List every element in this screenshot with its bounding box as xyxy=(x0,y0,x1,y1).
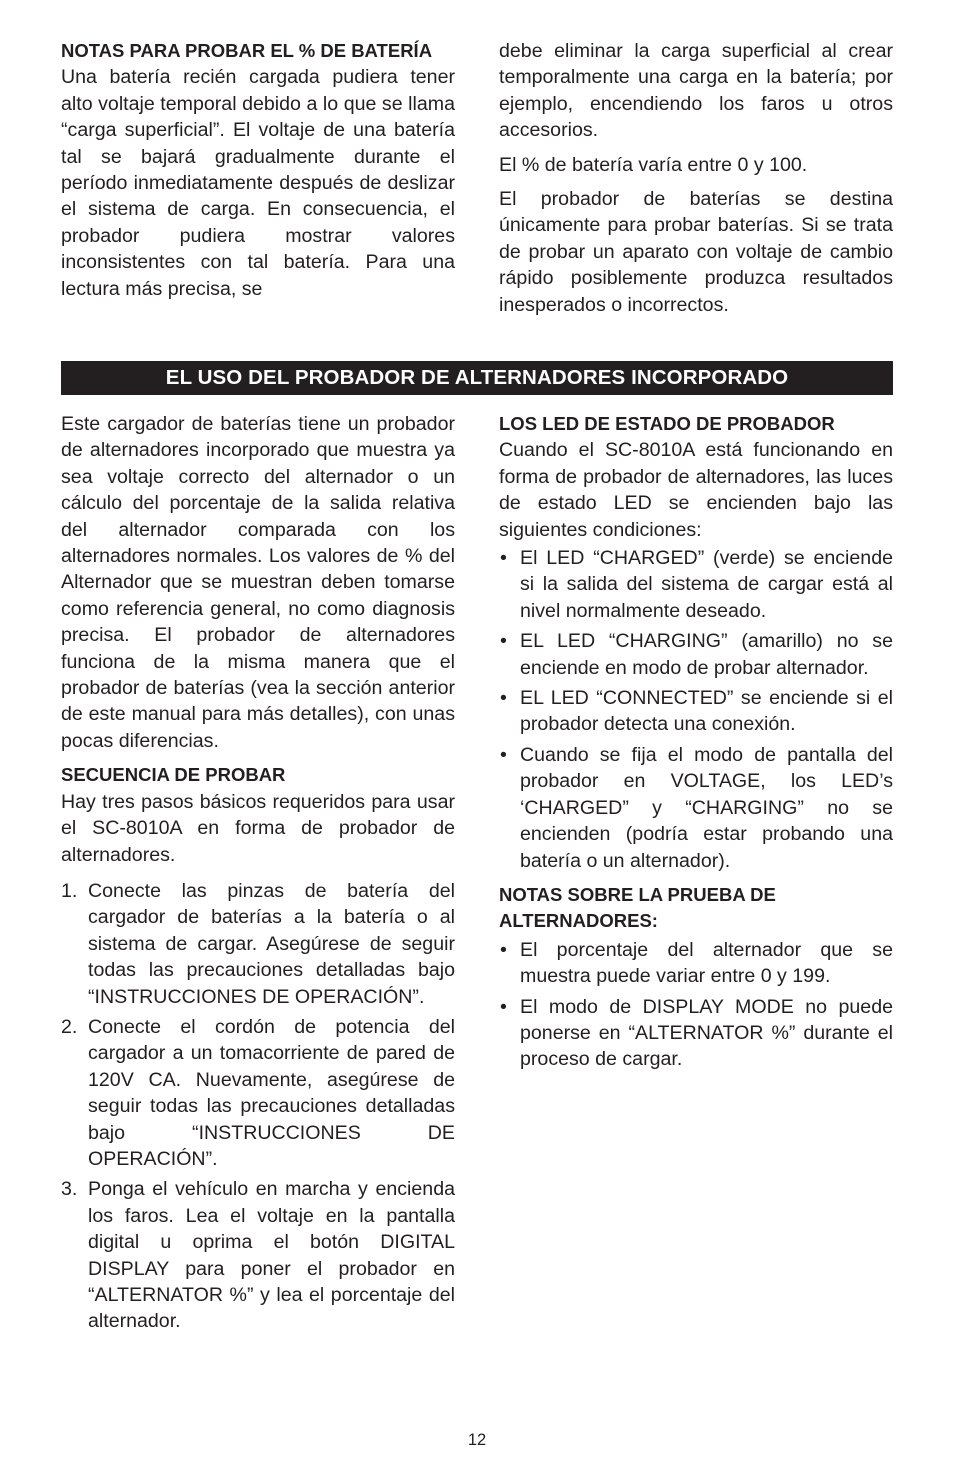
battery-notes-body: Una batería recién cargada pudiera tener alto voltaje temporal debido a lo que se llama “carga superficial”. El voltaje de una batería tal se bajará gradualmente durante el período inmediatamente después de deslizar el sistema de carga. En consecuencia, el probador pudiera mostrar valores inconsistentes con tal batería. Para una lectura más precisa, se xyxy=(61,66,455,300)
top-right-column xyxy=(499,38,893,318)
step-number: 1. xyxy=(61,879,78,902)
list-item xyxy=(499,685,893,738)
bottom-left-column xyxy=(61,411,455,1339)
page-number: 12 xyxy=(467,1431,487,1449)
list-item xyxy=(61,1014,455,1172)
step-number: 3. xyxy=(61,1178,78,1201)
led-status-list xyxy=(499,545,893,874)
list-item-text: EL LED “CONNECTED” se enciende si el probador detecta una conexión. xyxy=(520,687,893,736)
top-left-column xyxy=(61,38,455,302)
led-status-intro: Cuando el SC-8010A está funcionando en forma de probador de alternadores, las luces de estado LED se encienden bajo las siguientes condiciones: xyxy=(499,439,893,541)
step-text: Ponga el vehículo en marcha y encienda los faros. Lea el voltaje en la pantalla digital u oprima el botón DIGITAL DISPLAY para poner el probador en “ALTERNATOR %” y lea el porcentaje del alternador. xyxy=(88,1178,455,1333)
bullet-icon: • xyxy=(500,938,507,961)
list-item-text: El porcentaje del alternador que se muestra puede variar entre 0 y 199. xyxy=(520,938,893,988)
list-item-text: EL LED “CHARGING” (amarillo) no se enciende en modo de probar alternador. xyxy=(520,630,893,679)
step-text: Conecte el cordón de potencia del cargador a un tomacorriente de pared de 120V CA. Nuevamente, asegúrese de seguir todas las precauciones detalladas bajo “INSTRUCCIONES DE OPERACIÓN”. xyxy=(88,1015,455,1170)
list-item-text: El modo de DISPLAY MODE no puede ponerse en “ALTERNATOR %” durante el proceso de cargar. xyxy=(520,995,893,1071)
alternator-intro: Este cargador de baterías tiene un probador de alternadores incorporado que muestra ya sea voltaje correcto del alternador o un cálculo del porcentaje de la salida relativa del alternador comparada con los alternadores normales. Los valores de % del Alternador que se muestran deben tomarse como referencia general, no como diagnosis precisa. El probador de alternadores funciona de la misma manera que el probador de baterías (vea la sección anterior de este manual para más detalles), con unas pocas diferencias. xyxy=(61,413,455,752)
sequence-heading: SECUENCIA DE PROBAR xyxy=(61,764,286,786)
alternator-notes-heading: NOTAS SOBRE LA PRUEBA DE ALTERNADORES: xyxy=(499,883,776,932)
list-item xyxy=(61,878,455,1010)
alternator-notes-list xyxy=(499,937,893,1073)
step-text: Conecte las pinzas de batería del cargador de baterías a la batería o al sistema de cargar. Asegúrese de seguir todas las precauciones detalladas bajo “INSTRUCCIONES DE OPERACIÓN”. xyxy=(88,879,455,1008)
bullet-icon: • xyxy=(500,630,507,653)
bullet-icon: • xyxy=(500,687,507,710)
list-item xyxy=(499,545,893,624)
sequence-intro: Hay tres pasos básicos requeridos para usar el SC-8010A en forma de probador de alternadores. xyxy=(61,790,455,866)
battery-range-note: El % de batería varía entre 0 y 100. xyxy=(499,153,808,176)
list-item xyxy=(499,742,893,874)
list-item xyxy=(499,937,893,990)
list-item xyxy=(499,628,893,681)
battery-notes-heading: NOTAS PARA PROBAR EL % DE BATERÍA xyxy=(61,40,433,61)
bullet-icon: • xyxy=(500,547,507,570)
bottom-right-column xyxy=(499,411,893,1077)
list-item xyxy=(499,994,893,1073)
list-item xyxy=(61,1176,455,1334)
bullet-icon: • xyxy=(500,995,507,1018)
list-item-text: Cuando se fija el modo de pantalla del probador en VOLTAGE, los LED’s ‘CHARGED” y “CHARGING” no se encienden (podría estar probando una batería o un alternador). xyxy=(520,743,893,872)
led-status-heading: LOS LED DE ESTADO DE PROBADOR xyxy=(499,413,835,434)
battery-notes-continuation: debe eliminar la carga superficial al crear temporalmente una carga en la batería; por ejemplo, encendiendo los faros u otros accesorios. xyxy=(499,40,893,142)
list-item-text: El LED “CHARGED” (verde) se enciende si la salida del sistema de cargar está al nivel normalmente deseado. xyxy=(520,547,893,622)
bullet-icon: • xyxy=(500,743,507,766)
step-number: 2. xyxy=(61,1015,78,1038)
section-banner: EL USO DEL PROBADOR DE ALTERNADORES INCORPORADO xyxy=(61,361,893,395)
tester-purpose-note: El probador de baterías se destina únicamente para probar baterías. Si se trata de probar un aparato con voltaje de cambio rápido posiblemente produzca resultados inesperados o incorrectos. xyxy=(499,188,893,316)
steps-list xyxy=(61,878,455,1335)
